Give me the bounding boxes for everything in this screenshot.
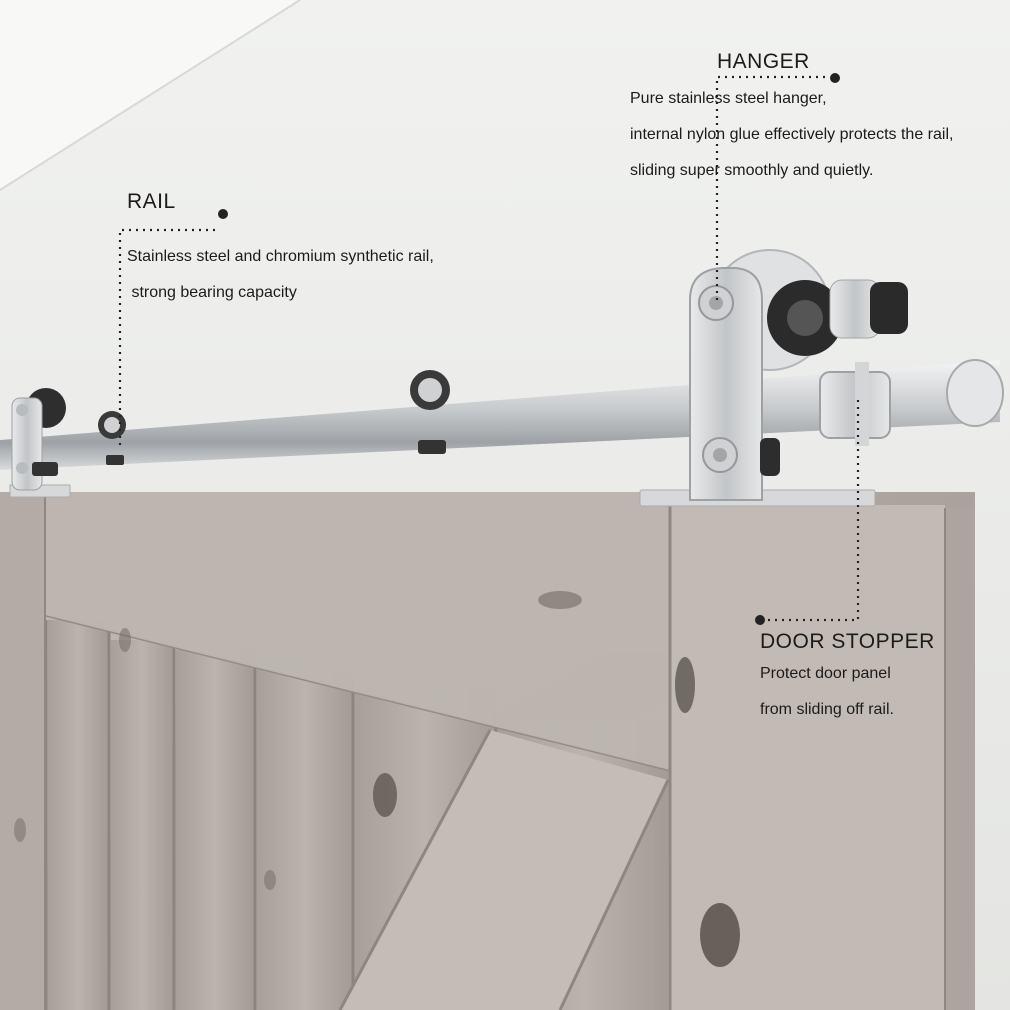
door-stopper [820,362,890,446]
hanger-title: HANGER [717,50,810,73]
rail-dot-icon [218,209,228,219]
hanger-description-line-2: internal nylon glue effectively protects the rail, [630,126,954,143]
door-stopper-title: DOOR STOPPER [760,630,935,653]
rail-description [127,239,434,311]
rail-description-line-2: strong bearing capacity [127,284,297,301]
rail-description-line-1: Stainless steel and chromium synthetic rail, [127,248,434,265]
door-stopper-description [760,656,894,728]
hanger-description-line-3: sliding super smoothly and quietly. [630,162,874,179]
hanger-description [630,81,953,189]
rail-title: RAIL [127,190,176,213]
door-stopper-description-line-1: Protect door panel [760,665,891,682]
barn-door [0,492,975,1010]
hanger-description-line-1: Pure stainless steel hanger, [630,90,827,107]
door-stopper-description-line-2: from sliding off rail. [760,701,894,718]
door-stopper-dot-icon [755,615,765,625]
